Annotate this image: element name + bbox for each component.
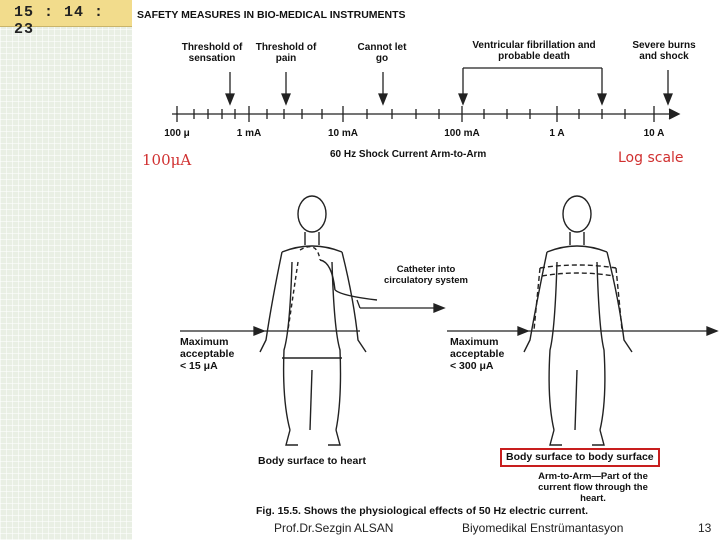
figure-caption: Fig. 15.5. Shows the physiological effects of 50 Hz electric current. (256, 505, 589, 517)
tick-label: 10 mA (327, 128, 358, 139)
figure-area (132, 0, 720, 540)
tick-label: 100 mA (444, 128, 480, 139)
clock-display (0, 0, 132, 38)
note-100ua: 100μA (142, 151, 192, 169)
left-body-figure (260, 196, 377, 445)
log-scale-axis (172, 106, 679, 122)
label-threshold-sensation: Threshold of sensation (181, 42, 243, 64)
tick-label: 10 A (643, 128, 665, 139)
left-current-arrow (180, 300, 444, 335)
label-severe-burns: Severe burns and shock (632, 40, 696, 62)
footer-course: Biyomedikal Enstrümantasyon (462, 521, 624, 535)
right-body-figure (524, 196, 632, 445)
note-log-scale: Log scale (618, 150, 684, 166)
page-number: 13 (698, 521, 712, 535)
threshold-arrows (226, 68, 672, 104)
label-ventricular-fibrillation: Ventricular fibrillation and probable death (472, 40, 596, 62)
left-max-label-1: Maximum (180, 336, 229, 348)
right-max-label-3: < 300 μA (450, 360, 494, 372)
boxed-caption: Body surface to body surface (502, 450, 658, 465)
left-max-label-2: acceptable (180, 348, 235, 360)
tick-label: 1 mA (236, 128, 262, 139)
footer-author: Prof.Dr.Sezgin ALSAN (274, 521, 394, 535)
left-body-caption: Body surface to heart (258, 455, 366, 467)
arm-to-arm-note: Arm-to-Arm—Part of the current flow through the heart. (538, 471, 648, 504)
slide-header: SAFETY MEASURES IN BIO-MEDICAL INSTRUMENTS (137, 9, 406, 21)
axis-title: 60 Hz Shock Current Arm-to-Arm (330, 149, 487, 160)
left-max-label-3: < 15 μA (180, 360, 218, 372)
right-max-label-2: acceptable (450, 348, 505, 360)
tick-label: 1 A (549, 128, 565, 139)
tick-label: 100 μ (164, 128, 190, 139)
left-decorative-panel (0, 0, 132, 540)
clock-time: 15 : 14 : 23 (14, 4, 105, 38)
label-cannot-let-go: Cannot let go (357, 42, 407, 64)
label-threshold-pain: Threshold of pain (255, 42, 317, 64)
label-catheter: Catheter into circulatory system (384, 264, 468, 286)
right-max-label-1: Maximum (450, 336, 499, 348)
